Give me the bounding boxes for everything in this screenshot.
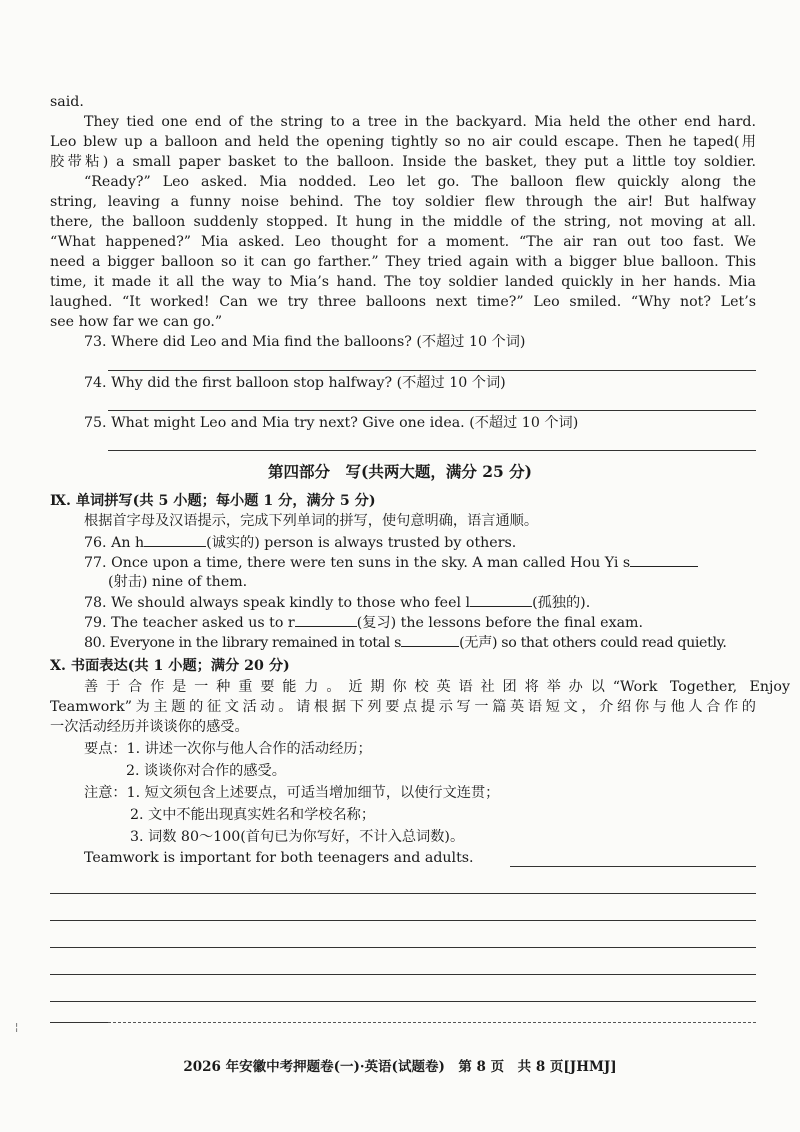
margin-mark: ¦ xyxy=(15,1022,19,1033)
passage-line: “Ready?” Leo asked. Mia nodded. Leo let go. The balloon flew quickly along the xyxy=(84,174,756,190)
item-79-hint: (复习) the lessons before the final exam. xyxy=(356,615,643,631)
item-79-text: 79. The teacher asked us to r xyxy=(84,615,295,631)
question-75: 75. What might Leo and Mia try next? Give one idea. (不超过 10 个词) xyxy=(84,415,579,431)
writing-line[interactable] xyxy=(50,974,756,975)
passage-line: there, the balloon suddenly stopped. It hung in the middle of the string, not moving at all. xyxy=(50,214,756,230)
writing-line[interactable] xyxy=(50,1022,108,1023)
note-1: 1. 短文须包含上述要点，可适当增加细节，以使行文连贯； xyxy=(126,785,500,801)
section9-heading: Ⅸ. 单词拼写(共 5 小题；每小题 1 分，满分 5 分) xyxy=(50,493,376,509)
item-79 xyxy=(84,612,643,633)
question-74: 74. Why did the first balloon stop halfway? (不超过 10 个词) xyxy=(84,375,506,391)
item-76 xyxy=(84,532,516,553)
writing-line[interactable] xyxy=(50,1001,756,1002)
passage-line: 胶带粘) a small paper basket to the balloon. Inside the basket, they put a little toy soldier. xyxy=(50,154,756,170)
fold-line xyxy=(108,1022,756,1023)
points-line xyxy=(84,739,372,759)
item-78-hint: (孤独的). xyxy=(532,595,591,611)
first-sentence: Teamwork is important for both teenagers and adults. xyxy=(84,850,474,866)
answer-line-74[interactable] xyxy=(108,410,756,411)
writing-line[interactable] xyxy=(50,920,756,921)
part4-title: 第四部分 写(共两大题，满分 25 分) xyxy=(267,462,533,481)
writing-line[interactable] xyxy=(50,893,756,894)
passage-line: see how far we can go.” xyxy=(50,314,223,330)
item-80 xyxy=(84,632,727,653)
passage-line: Leo blew up a balloon and held the opening tightly so no air could escape. Then he taped(用 xyxy=(50,134,756,150)
notes-line xyxy=(84,783,499,803)
section9-instruction: 根据首字母及汉语提示，完成下列单词的拼写，使句意明确，语言通顺。 xyxy=(84,513,539,529)
passage-line: need a bigger balloon so it can go farther.” They tried again with a bigger blue balloon. This xyxy=(50,254,756,270)
note-3: 3. 词数 80～100(首句已为你写好，不计入总词数)。 xyxy=(130,829,465,845)
point-1: 1. 讲述一次你与他人合作的活动经历； xyxy=(126,741,372,757)
blank-79[interactable] xyxy=(295,612,357,627)
item-78 xyxy=(84,592,590,613)
passage-line: “What happened?” Mia asked. Leo thought for a moment. “The air ran out too fast. We xyxy=(50,234,756,250)
writing-line[interactable] xyxy=(510,866,756,867)
answer-line-75[interactable] xyxy=(108,450,756,451)
writing-line[interactable] xyxy=(50,947,756,948)
item-77-cont xyxy=(108,572,247,592)
item-77 xyxy=(84,552,698,573)
section10-intro: Teamwork”为主题的征文活动。请根据下列要点提示写一篇英语短文，介绍你与他人合作的 xyxy=(50,699,756,715)
notes-label: 注意： xyxy=(84,785,127,801)
passage-line: said. xyxy=(50,94,84,110)
item-80-text: 80. Everyone in the library remained in total s xyxy=(84,635,402,651)
page-footer: 2026 年安徽中考押题卷(一)·英语(试题卷) 第 8 页 共 8 页[JHMJ] xyxy=(183,1059,617,1075)
point-2: 2. 谈谈你对合作的感受。 xyxy=(126,763,286,779)
blank-78[interactable] xyxy=(470,592,532,607)
blank-76[interactable] xyxy=(144,532,206,547)
item-80-hint: (无声) so that others could read quietly. xyxy=(459,635,727,651)
points-label: 要点： xyxy=(84,741,127,757)
item-76-hint: (诚实的) person is always trusted by others. xyxy=(206,535,517,551)
note-2: 2. 文中不能出现真实姓名和学校名称； xyxy=(130,807,376,823)
section10-intro: 一次活动经历并谈谈你的感受。 xyxy=(50,719,249,735)
section10-heading: Ⅹ. 书面表达(共 1 小题；满分 20 分) xyxy=(50,658,290,674)
question-73: 73. Where did Leo and Mia find the balloons? (不超过 10 个词) xyxy=(84,334,526,350)
passage-line: They tied one end of the string to a tree in the backyard. Mia held the other end hard. xyxy=(84,114,756,130)
passage-line: laughed. “It worked! Can we try three balloons next time?” Leo smiled. “Why not? Let’s xyxy=(50,294,756,310)
answer-line-73[interactable] xyxy=(108,370,756,371)
item-76-text: 76. An h xyxy=(84,535,145,551)
item-78-text: 78. We should always speak kindly to those who feel l xyxy=(84,595,471,611)
passage-line: time, it made it all the way to Mia’s hand. The toy soldier landed quickly in her hands. Mia xyxy=(50,274,756,290)
item-77-text: 77. Once upon a time, there were ten suns in the sky. A man called Hou Yi s xyxy=(84,555,631,571)
passage-line: string, leaving a funny noise behind. The toy soldier flew through the air! But halfway xyxy=(50,194,756,210)
item-77-hint: (射击) nine of them. xyxy=(108,574,248,590)
blank-77[interactable] xyxy=(630,552,698,567)
section10-intro: 善于合作是一种重要能力。近期你校英语社团将举办以“Work Together, Enjoy xyxy=(84,679,790,695)
blank-80[interactable] xyxy=(401,632,459,647)
